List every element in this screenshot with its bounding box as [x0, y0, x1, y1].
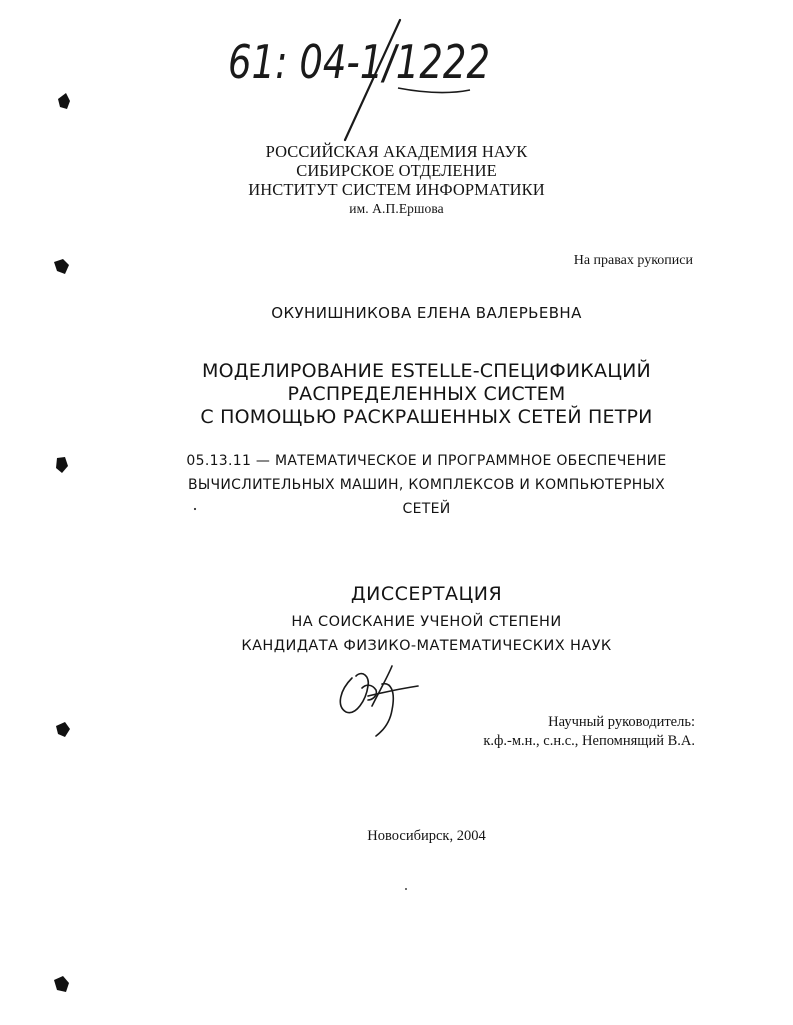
author-signature: [340, 666, 418, 736]
dissertation-heading: ДИССЕРТАЦИЯ: [350, 583, 503, 605]
author-name: ОКУНИШНИКОВА ЕЛЕНА ВАЛЕРЬЕВНА: [271, 304, 582, 322]
organization-block: [0, 142, 793, 218]
specialty-line-2: ВЫЧИСЛИТЕЛЬНЫХ МАШИН, КОМПЛЕКСОВ И КОМПЬЮТЕРНЫХ: [187, 477, 666, 493]
organization-named-after: им. А.П.Ершова: [349, 201, 444, 216]
speck: [405, 888, 407, 890]
advisor-block: [483, 713, 695, 751]
advisor-label: Научный руководитель:: [548, 714, 695, 730]
degree-block: [0, 610, 793, 658]
dissertation-title: [0, 360, 793, 429]
archive-number-text: 61: 04-1/1222: [228, 35, 490, 89]
organization-academy: РОССИЙСКАЯ АКАДЕМИЯ НАУК: [265, 142, 528, 161]
organization-branch: СИБИРСКОЕ ОТДЕЛЕНИЕ: [296, 161, 497, 180]
degree-line-1: НА СОИСКАНИЕ УЧЕНОЙ СТЕПЕНИ: [291, 614, 562, 630]
place-and-year: Новосибирск, 2004: [367, 828, 486, 844]
title-line-1: МОДЕЛИРОВАНИЕ ESTELLE-СПЕЦИФИКАЦИЙ: [202, 360, 651, 382]
title-line-2: РАСПРЕДЕЛЕННЫХ СИСТЕМ: [287, 383, 566, 405]
manuscript-rights-note: На правах рукописи: [573, 253, 693, 268]
title-line-3: С ПОМОЩЬЮ РАСКРАШЕННЫХ СЕТЕЙ ПЕТРИ: [200, 406, 653, 428]
degree-line-2: КАНДИДАТА ФИЗИКО-МАТЕМАТИЧЕСКИХ НАУК: [241, 638, 612, 654]
specialty-line-1: 05.13.11 — МАТЕМАТИЧЕСКОЕ И ПРОГРАММНОЕ ОБЕСПЕЧЕНИЕ: [186, 453, 667, 469]
binding-hole-marks: [54, 93, 70, 992]
organization-institute: ИНСТИТУТ СИСТЕМ ИНФОРМАТИКИ: [248, 180, 545, 199]
handwritten-archive-number: [228, 20, 490, 140]
specialty-block: [0, 449, 793, 521]
specialty-line-3: СЕТЕЙ: [402, 501, 451, 517]
advisor-name: к.ф.-м.н., с.н.с., Непомнящий В.А.: [483, 733, 695, 749]
